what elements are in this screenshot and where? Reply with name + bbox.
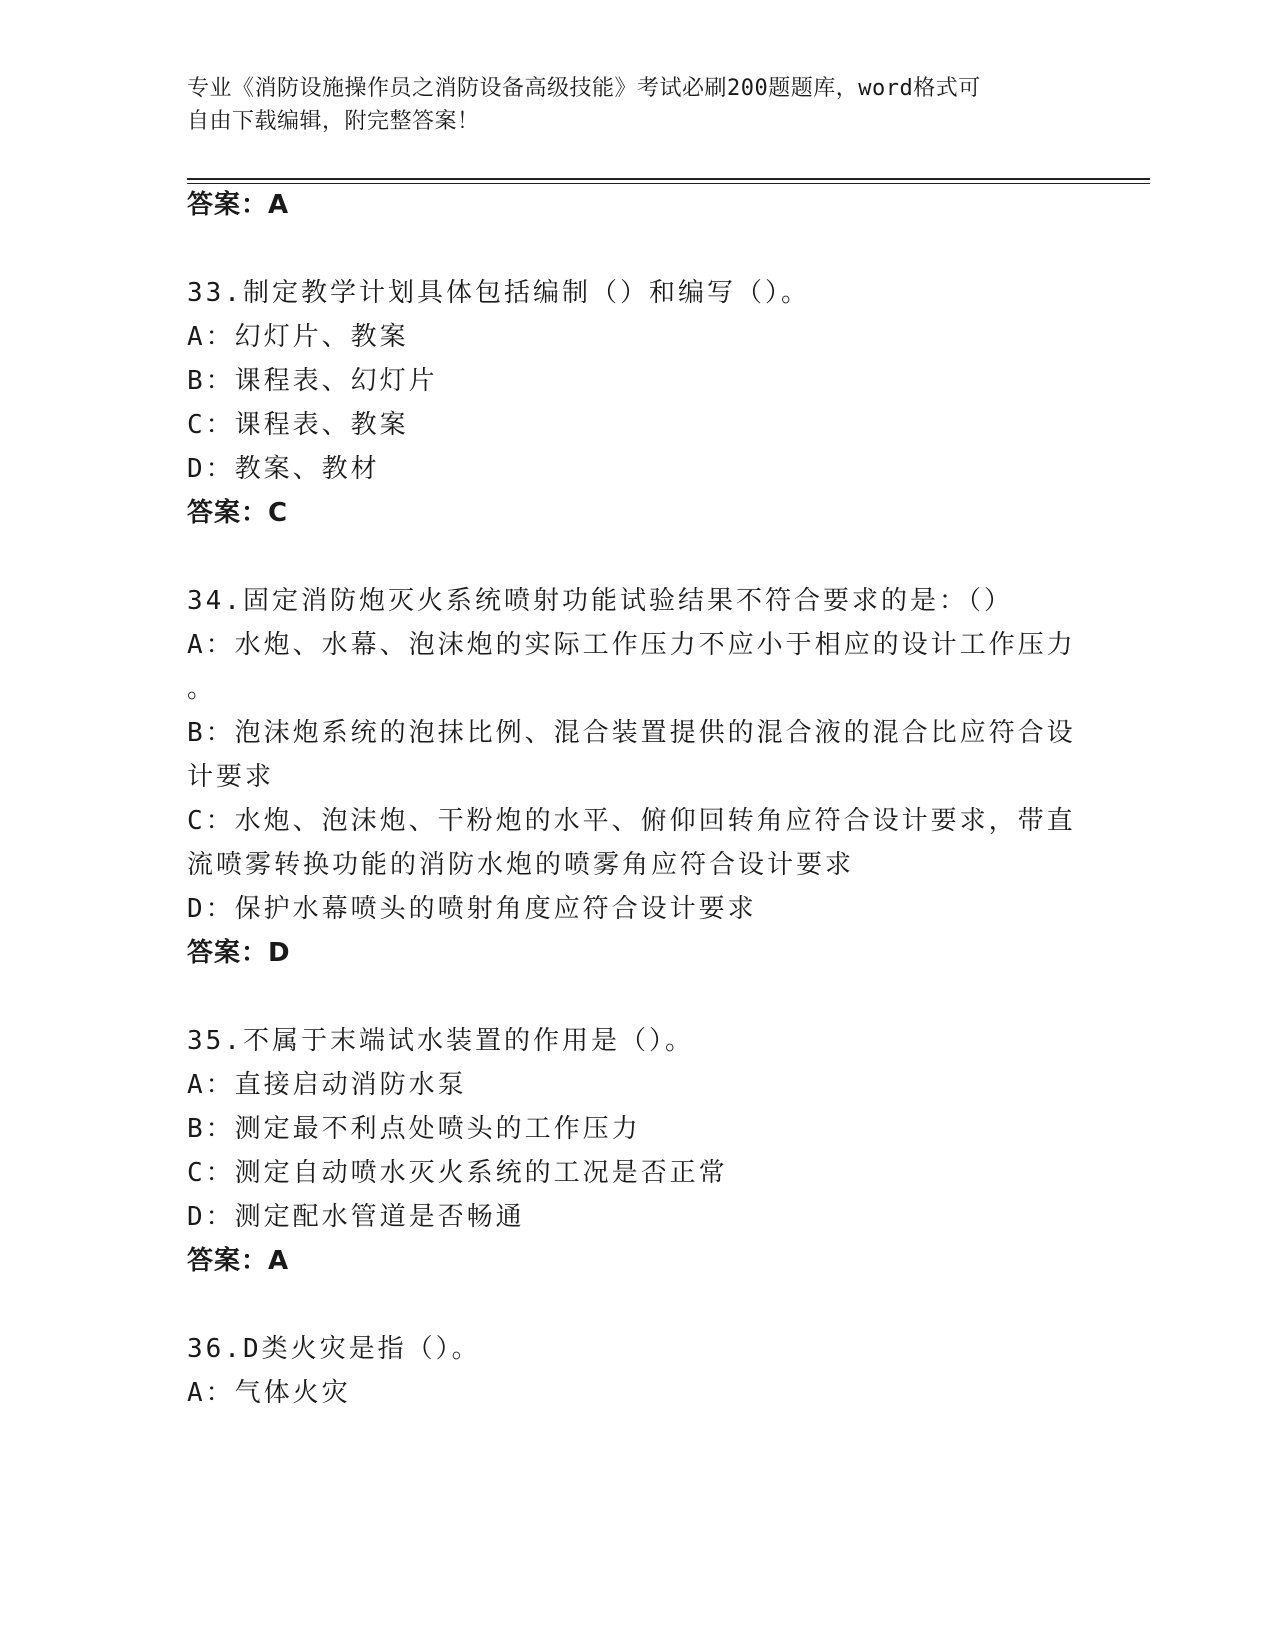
question-34-option-a: A：水炮、水幕、泡沫炮的实际工作压力不应小于相应的设计工作压力 [187,630,1076,660]
question-36-option-a: A：气体火灾 [187,1378,351,1408]
question-35-option-d: D：测定配水管道是否畅通 [187,1202,525,1232]
question-34-option-c-cont: 流喷雾转换功能的消防水炮的喷雾角应符合设计要求 [187,850,855,880]
answer-previous: 答案：A [187,190,290,220]
question-33-answer: 答案：C [187,498,289,528]
question-35-option-c: C：测定自动喷水灭火系统的工况是否正常 [187,1158,728,1188]
question-34-option-a-cont: 。 [187,674,217,704]
question-33-option-d: D：教案、教材 [187,454,380,484]
header-line-2: 自由下载编辑，附完整答案！ [187,109,480,134]
question-34-option-b-cont: 计要求 [187,762,275,792]
question-33-stem: 33.制定教学计划具体包括编制（）和编写（）。 [187,278,810,308]
question-35-option-b: B：测定最不利点处喷头的工作压力 [187,1114,641,1144]
question-35-option-a: A：直接启动消防水泵 [187,1070,467,1100]
header-divider-thick [187,178,1150,180]
question-33-option-a: A：幻灯片、教案 [187,322,409,352]
question-34-option-d: D：保护水幕喷头的喷射角度应符合设计要求 [187,894,757,924]
question-33-option-c: C：课程表、教案 [187,410,409,440]
question-33-option-b: B：课程表、幻灯片 [187,366,438,396]
question-35-stem: 35.不属于末端试水装置的作用是（）。 [187,1026,694,1056]
header-line-1: 专业《消防设施操作员之消防设备高级技能》考试必刷200题题库，word格式可 [187,76,981,101]
question-34-stem: 34.固定消防炮灭火系统喷射功能试验结果不符合要求的是：（） [187,586,1013,616]
document-header [187,72,1087,138]
question-34-option-c: C：水炮、泡沫炮、干粉炮的水平、俯仰回转角应符合设计要求，带直 [187,806,1076,836]
question-34-option-b: B：泡沫炮系统的泡抹比例、混合装置提供的混合液的混合比应符合设 [187,718,1076,748]
question-34-answer: 答案：D [187,938,291,968]
question-35-answer: 答案：A [187,1246,290,1276]
question-36-stem: 36.D类火灾是指（）。 [187,1334,481,1364]
